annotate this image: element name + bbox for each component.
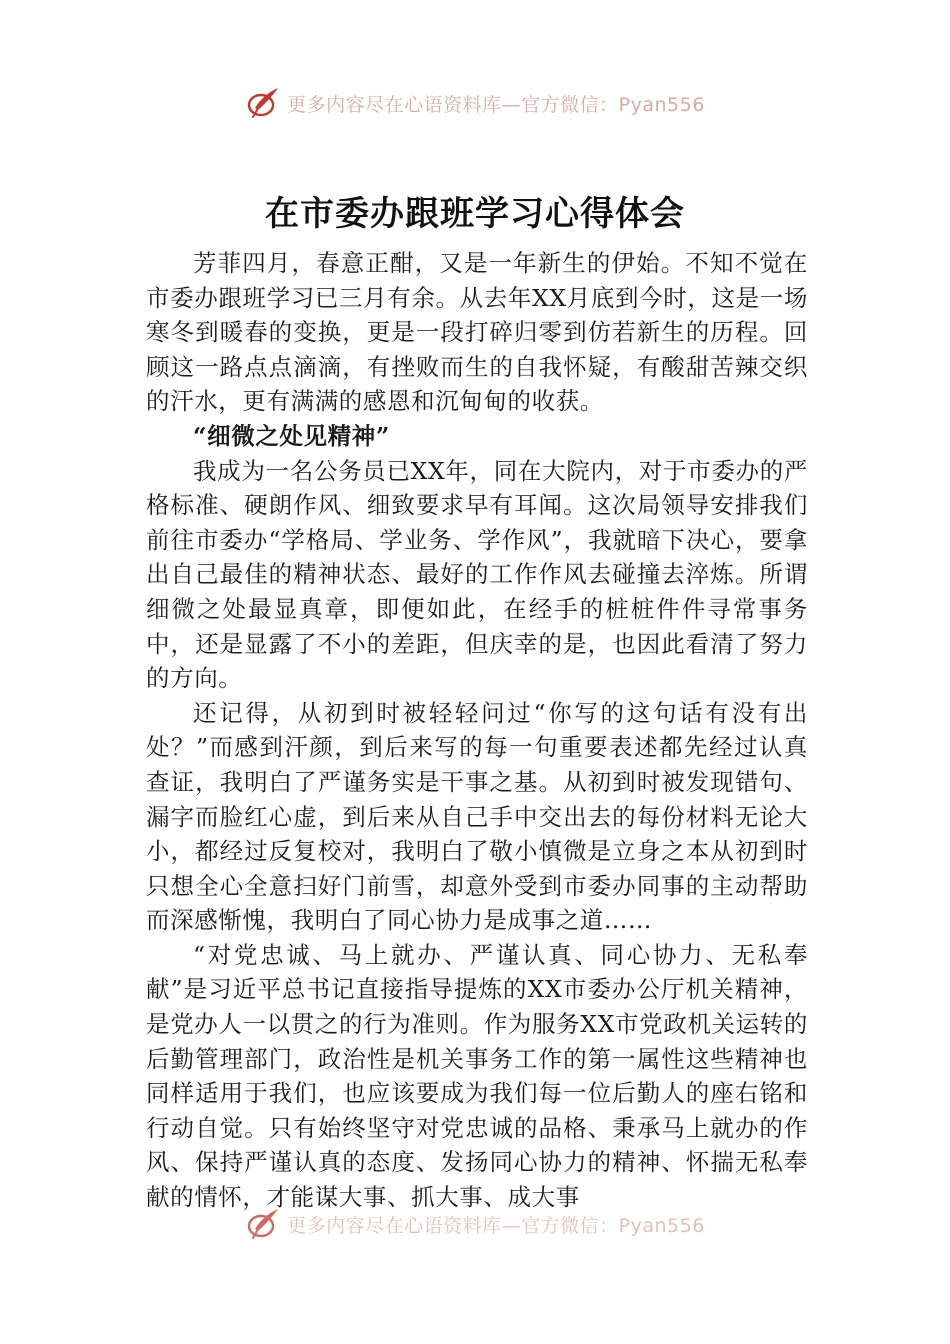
quill-logo-icon [245, 86, 281, 120]
paragraph-3: 还记得，从初到时被轻轻问过“你写的这句话有没有出处？”而感到汗颜，到后来写的每一句重要表述都先经过认真查证，我明白了严谨务实是干事之基。从初到时被发现错句、漏字而脸红心虚，到后来从自己手中交出去的每份材料无论大小，都经过反复校对，我明白了敬小慎微是立身之本从初到时只想全心全意扫好门前雪，却意外受到市委办同事的主动帮助而深感惭愧，我明白了同心协力是成事之道…… [146, 698, 808, 935]
watermark-text: 更多内容尽在心语资料库—官方微信：Pyan556 [287, 93, 705, 116]
document-body [146, 246, 808, 1215]
section-heading: “细微之处见精神” [193, 421, 390, 450]
watermark-text: 更多内容尽在心语资料库—官方微信：Pyan556 [287, 1214, 705, 1237]
watermark-footer [0, 1207, 950, 1241]
quill-logo-icon [245, 1207, 281, 1241]
watermark-header [0, 86, 950, 120]
paragraph-2: 我成为一名公务员已XX年，同在大院内，对于市委办的严格标准、硬朗作风、细致要求早有耳闻。这次局领导安排我们前往市委办“学格局、学业务、学作风”，我就暗下决心，要拿出自己最佳的精神状态、最好的工作作风去碰撞去淬炼。所谓细微之处最显真章，即便如此，在经手的桩桩件件寻常事务中，还是显露了不小的差距，但庆幸的是，也因此看清了努力的方向。 [146, 456, 808, 693]
document-title: 在市委办跟班学习心得体会 [265, 194, 685, 234]
paragraph-intro: 芳菲四月，春意正酣，又是一年新生的伊始。不知不觉在市委办跟班学习已三月有余。从去年XX月底到今时，这是一场寒冬到暖春的变换，更是一段打碎归零到仿若新生的历程。回顾这一路点点滴滴，有挫败而生的自我怀疑，有酸甜苦辣交织的汗水，更有满满的感恩和沉甸甸的收获。 [146, 249, 808, 416]
paragraph-4: “对党忠诚、马上就办、严谨认真、同心协力、无私奉献”是习近平总书记直接指导提炼的XX市委办公厅机关精神，是党办人一以贯之的行为准则。作为服务XX市党政机关运转的后勤管理部门，政治性是机关事务工作的第一属性这些精神也同样适用于我们，也应该要成为我们每一位后勤人的座右铭和行动自觉。只有始终坚守对党忠诚的品格、秉承马上就办的作风、保持严谨认真的态度、发扬同心协力的精神、怀揣无私奉献的情怀，才能谋大事、抓大事、成大事 [146, 940, 808, 1212]
